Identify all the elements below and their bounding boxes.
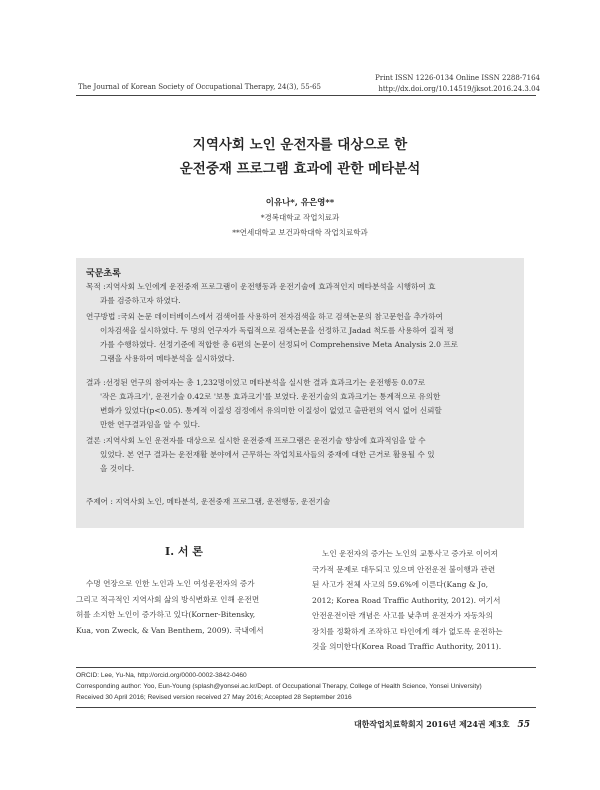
abstract-result [86, 376, 518, 432]
method-line-3: 가를 수행하였다. 선정기준에 적합한 총 6편의 논문이 선정되어 Comprehensive Meta Analysis 2.0 프로 [100, 340, 458, 349]
abstract-heading: 국문초록 [86, 269, 121, 279]
title-line-2: 운전중재 프로그램 효과에 관한 메타분석 [179, 161, 421, 177]
orcid-note: ORCID: Lee, Yu-Na, http://orcid.org/0000-0002-3842-0460 [76, 672, 247, 679]
footnote-rule [76, 667, 536, 668]
intro-left-column [76, 576, 298, 638]
intro-right-line-5: 안전운전이란 개념은 사고를 낮추며 운전자가 자동차의 [312, 611, 493, 620]
intro-right-line-6: 장치를 정확하게 조작하고 타인에게 해가 없도록 운전하는 [312, 626, 503, 636]
conclusion-line-1: 지역사회 노인 운전자를 대상으로 실시한 운전중재 프로그램은 운전기술 향상에 효과적임을 알 수 [105, 436, 426, 445]
intro-right-line-4: 2012; Korea Road Traffic Authority, 2012). 여기서 [312, 595, 501, 605]
conclusion-line-2: 있었다. 본 연구 결과는 운전재활 분야에서 근무하는 작업치료사들의 중재에 대한 근거로 활용될 수 있 [100, 450, 435, 459]
result-line-3: 변화가 있었다(p<0.05). 통계적 이질성 검정에서 유의미한 이질성이 없었고 출판편의 역시 없어 신뢰할 [100, 406, 442, 415]
method-label: 연구방법 : [86, 312, 121, 321]
authors: 이유나*, 유은영** [265, 198, 335, 208]
affiliation-2: **연세대학교 보건과학대학 작업치료학과 [232, 228, 368, 237]
conclusion-line-3: 을 것이다. [100, 464, 135, 473]
intro-left-line-2: 그리고 적극적인 지역사회 삶의 방식변화로 인해 운전면 [76, 594, 260, 604]
title-line-1: 지역사회 노인 운전자를 대상으로 한 [192, 137, 408, 153]
journal-citation: The Journal of Korean Society of Occupational Therapy, 24(3), 55-65 [78, 83, 321, 91]
purpose-line-2: 과를 검증하고자 하였다. [100, 296, 181, 305]
method-line-4: 그램을 사용하여 메타분석을 실시하였다. [100, 354, 235, 363]
footnotes [76, 670, 536, 703]
purpose-label: 목적 : [86, 282, 106, 291]
corresponding-author-note: Corresponding author: Yoo, Eun-Young (splash@yonsei.ac.kr/Dept. of Occupational Therapy, College of Health Science, Yonsei University) [76, 683, 482, 690]
abstract-conclusion [86, 434, 518, 476]
footer-rule [76, 707, 536, 708]
method-line-2: 이차검색을 실시하였다. 두 명의 연구자가 독립적으로 검색논문을 선정하고 Jadad 척도를 사용하여 질적 평 [100, 326, 454, 335]
received-dates-note: Received 30 April 2016; Revised version received 27 May 2016; Accepted 28 September 2016 [76, 694, 352, 701]
intro-left-line-3: 허를 소지한 노인이 증가하고 있다(Korner-Bitensky, [76, 610, 256, 619]
section-heading-introduction: Ⅰ. 서 론 [165, 545, 203, 558]
doi-link[interactable]: http://dx.doi.org/10.14519/jksot.2016.24.3.04 [378, 85, 540, 93]
result-line-4: 만한 연구결과임을 알 수 있다. [100, 420, 201, 429]
journal-issue: 대한작업치료학회지 2016년 제24권 제3호 [353, 719, 510, 729]
intro-left-line-1: 수명 연장으로 인한 노인과 노인 여성운전자의 증가 [86, 579, 255, 588]
intro-left-line-4: Kua, von Zweck, & Van Benthem, 2009). 국내에서 [76, 625, 264, 635]
issn-text: Print ISSN 1226-0134 Online ISSN 2288-7164 [375, 74, 540, 82]
intro-right-line-2: 국가적 문제로 대두되고 있으며 안전운전 불이행과 관련 [312, 564, 496, 574]
affiliation-1: *경복대학교 작업치료과 [260, 213, 340, 222]
intro-right-line-3: 된 사고가 전체 사고의 59.6%에 이른다(Kang & Jo, [312, 580, 489, 589]
issn-doi-block [375, 73, 540, 95]
header-rule [76, 95, 536, 96]
intro-right-line-7: 것을 의미한다(Korea Road Traffic Authority, 2011). [312, 642, 502, 651]
purpose-line-1: 지역사회 노인에게 운전중재 프로그램이 운전행동과 운전기술에 효과적인지 메타분석을 시행하여 효 [105, 282, 436, 291]
abstract-purpose [86, 280, 518, 308]
keywords: 주제어 : 지역사회 노인, 메타분석, 운전중재 프로그램, 운전행동, 운전기술 [86, 497, 331, 506]
abstract-method [86, 310, 518, 366]
intro-right-column [312, 546, 534, 655]
result-line-1: 선정된 연구의 참여자는 총 1,232명이었고 메타분석을 실시한 결과 효과크기는 운전행동 0.07로 [105, 378, 426, 387]
result-label: 결과 : [86, 378, 106, 387]
result-line-2: '작은 효과크기', 운전기술 0.42로 '보통 효과크기'를 보였다. 운전기술의 효과크기는 통계적으로 유의한 [100, 392, 441, 401]
intro-right-line-1: 노인 운전자의 증가는 노인의 교통사고 증가로 이어져 [322, 549, 498, 558]
page-number: 55 [517, 720, 530, 730]
page-footer [354, 719, 530, 730]
method-line-1: 국외 논문 데이터베이스에서 검색어를 사용하여 전자검색을 하고 검색논문의 참고문헌을 추가하여 [120, 312, 443, 321]
conclusion-label: 결론 : [86, 436, 106, 445]
